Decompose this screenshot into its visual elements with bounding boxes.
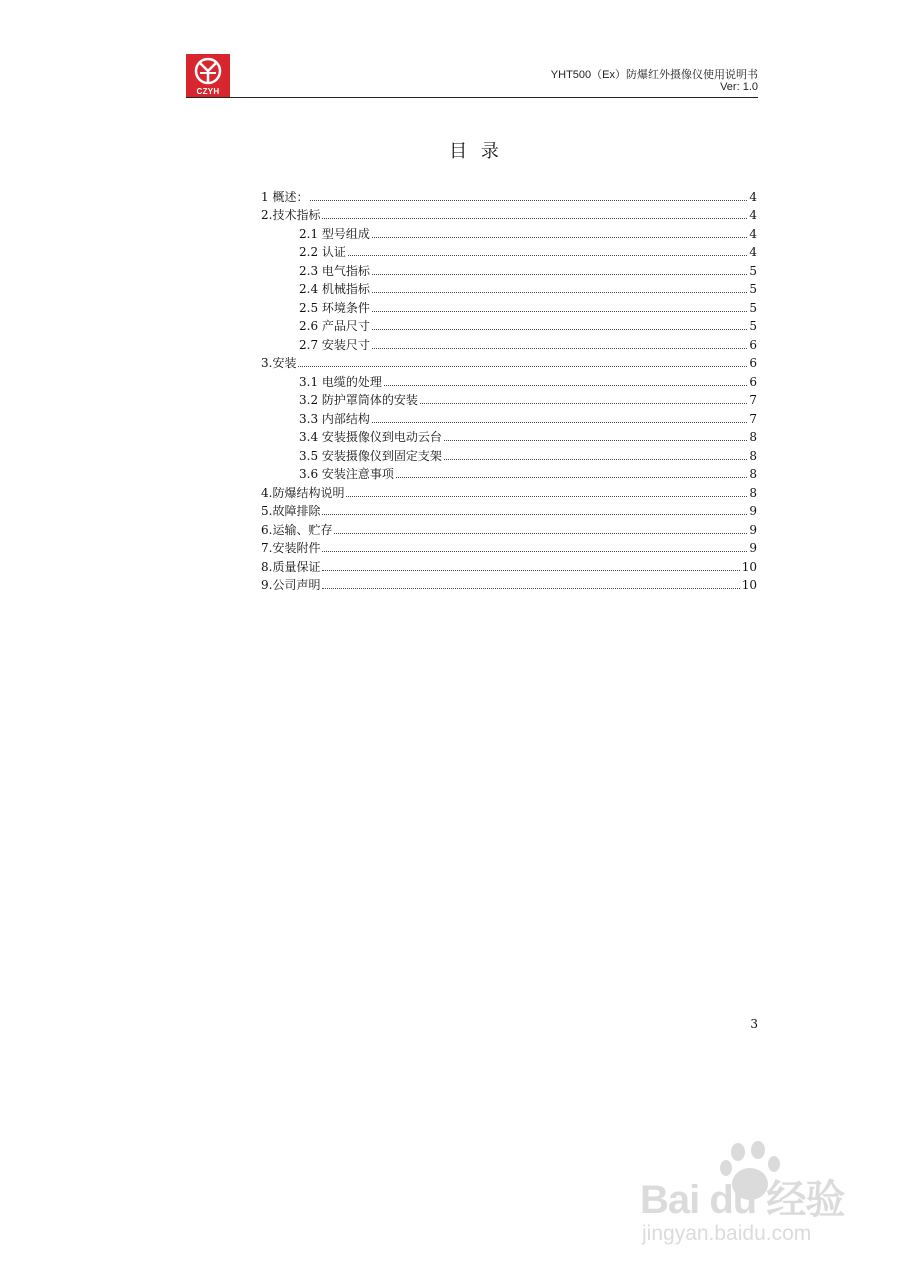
toc-entry-label: 2.1 型号组成 [299,226,370,241]
toc-entry-label: 3.4 安装摄像仪到电动云台 [299,430,442,444]
toc-entry[interactable] [261,296,757,315]
toc-entry-label: 2.6 产品尺寸 [299,319,370,333]
toc-entry-label: 2.技术指标 [261,208,321,222]
logo-text: CZYH [196,87,220,96]
baidu-watermark [640,1140,870,1260]
document-title: YHT500（Ex）防爆红外摄像仪使用说明书 [550,69,758,81]
toc-entry-page: 7 [749,393,757,407]
toc-entry-label: 3.5 安装摄像仪到固定支架 [299,448,442,463]
toc-entry-page: 6 [749,337,757,352]
toc-entry[interactable] [261,222,757,241]
toc-entry[interactable] [261,574,757,593]
toc-entry-page: 5 [749,300,757,315]
toc-entry[interactable] [261,555,757,574]
table-of-contents [261,185,757,592]
toc-entry[interactable] [261,407,757,426]
toc-entry-label: 9.公司声明 [261,578,321,592]
toc-dot-leader [310,200,747,201]
toc-entry-page: 7 [749,411,757,426]
toc-dot-leader [444,440,747,441]
toc-entry-page: 4 [749,189,757,204]
toc-entry-label: 7.安装附件 [261,541,321,555]
toc-dot-leader [322,551,747,552]
toc-entry-label: 3.安装 [261,356,297,370]
toc-dot-leader [322,588,739,589]
toc-entry-page: 4 [749,226,757,241]
toc-entry[interactable] [261,204,757,223]
toc-entry[interactable] [261,333,757,352]
toc-entry[interactable] [261,315,757,334]
document-version: Ver: 1.0 [720,81,758,93]
toc-entry-page: 5 [749,282,757,296]
toc-entry-label: 3.2 防护罩筒体的安装 [299,393,418,407]
toc-entry-label: 3.6 安装注意事项 [299,467,394,481]
toc-dot-leader [372,311,747,312]
toc-entry-page: 9 [749,504,757,518]
toc-entry-page: 8 [749,430,757,444]
toc-entry-label: 2.5 环境条件 [299,300,370,315]
toc-entry-label: 2.4 机械指标 [299,282,370,296]
toc-entry-page: 4 [749,208,757,222]
toc-entry-label: 3.3 内部结构 [299,411,370,426]
toc-entry[interactable] [261,426,757,445]
toc-dot-leader [334,533,747,534]
toc-entry[interactable] [261,389,757,408]
toc-entry[interactable] [261,500,757,519]
toc-dot-leader [298,366,747,367]
toc-dot-leader [348,255,747,256]
toc-entry-page: 5 [749,319,757,333]
toc-entry-page: 5 [749,263,757,278]
toc-dot-leader [384,385,747,386]
toc-entry-page: 4 [749,245,757,259]
logo-emblem-icon [190,56,226,86]
header-divider [186,97,758,98]
toc-title: 目 录 [449,141,503,162]
toc-entry-page: 10 [741,559,757,574]
watermark-brand: Bai du 经验 [640,1178,845,1222]
page-number: 3 [750,1017,758,1031]
toc-entry-page: 8 [749,485,757,500]
toc-entry[interactable] [261,352,757,371]
toc-dot-leader [346,496,747,497]
toc-dot-leader [322,218,747,219]
toc-dot-leader [322,514,747,515]
toc-dot-leader [372,274,747,275]
toc-entry-page: 6 [749,374,757,389]
toc-dot-leader [372,422,747,423]
toc-entry-page: 9 [749,522,757,537]
toc-entry[interactable] [261,444,757,463]
toc-entry[interactable] [261,370,757,389]
toc-entry[interactable] [261,241,757,260]
company-logo [186,54,230,98]
toc-dot-leader [372,348,747,349]
toc-entry[interactable] [261,463,757,482]
toc-entry-label: 2.3 电气指标 [299,263,370,278]
toc-entry[interactable] [261,537,757,556]
toc-entry-label: 8.质量保证 [261,559,321,574]
toc-entry[interactable] [261,518,757,537]
toc-entry-label: 3.1 电缆的处理 [299,374,382,389]
toc-entry-page: 10 [741,578,757,592]
toc-entry[interactable] [261,481,757,500]
toc-entry-label: 2.7 安装尺寸 [299,337,370,352]
toc-entry-page: 6 [749,356,757,370]
toc-entry-page: 9 [749,541,757,555]
toc-entry-label: 1 概述： [261,189,309,204]
toc-entry-label: 6.运输、贮存 [261,522,333,537]
watermark-url: jingyan.baidu.com [642,1222,812,1245]
toc-dot-leader [372,329,747,330]
toc-dot-leader [322,570,739,571]
toc-entry-label: 2.2 认证 [299,245,346,259]
toc-dot-leader [396,477,747,478]
toc-dot-leader [444,459,747,460]
toc-dot-leader [420,403,747,404]
toc-entry-label: 4.防爆结构说明 [261,485,345,500]
toc-entry-page: 8 [749,448,757,463]
toc-entry[interactable] [261,259,757,278]
toc-entry[interactable] [261,278,757,297]
toc-entry-page: 8 [749,467,757,481]
toc-entry[interactable] [261,185,757,204]
toc-dot-leader [372,292,747,293]
toc-dot-leader [372,237,747,238]
toc-entry-label: 5.故障排除 [261,504,321,518]
